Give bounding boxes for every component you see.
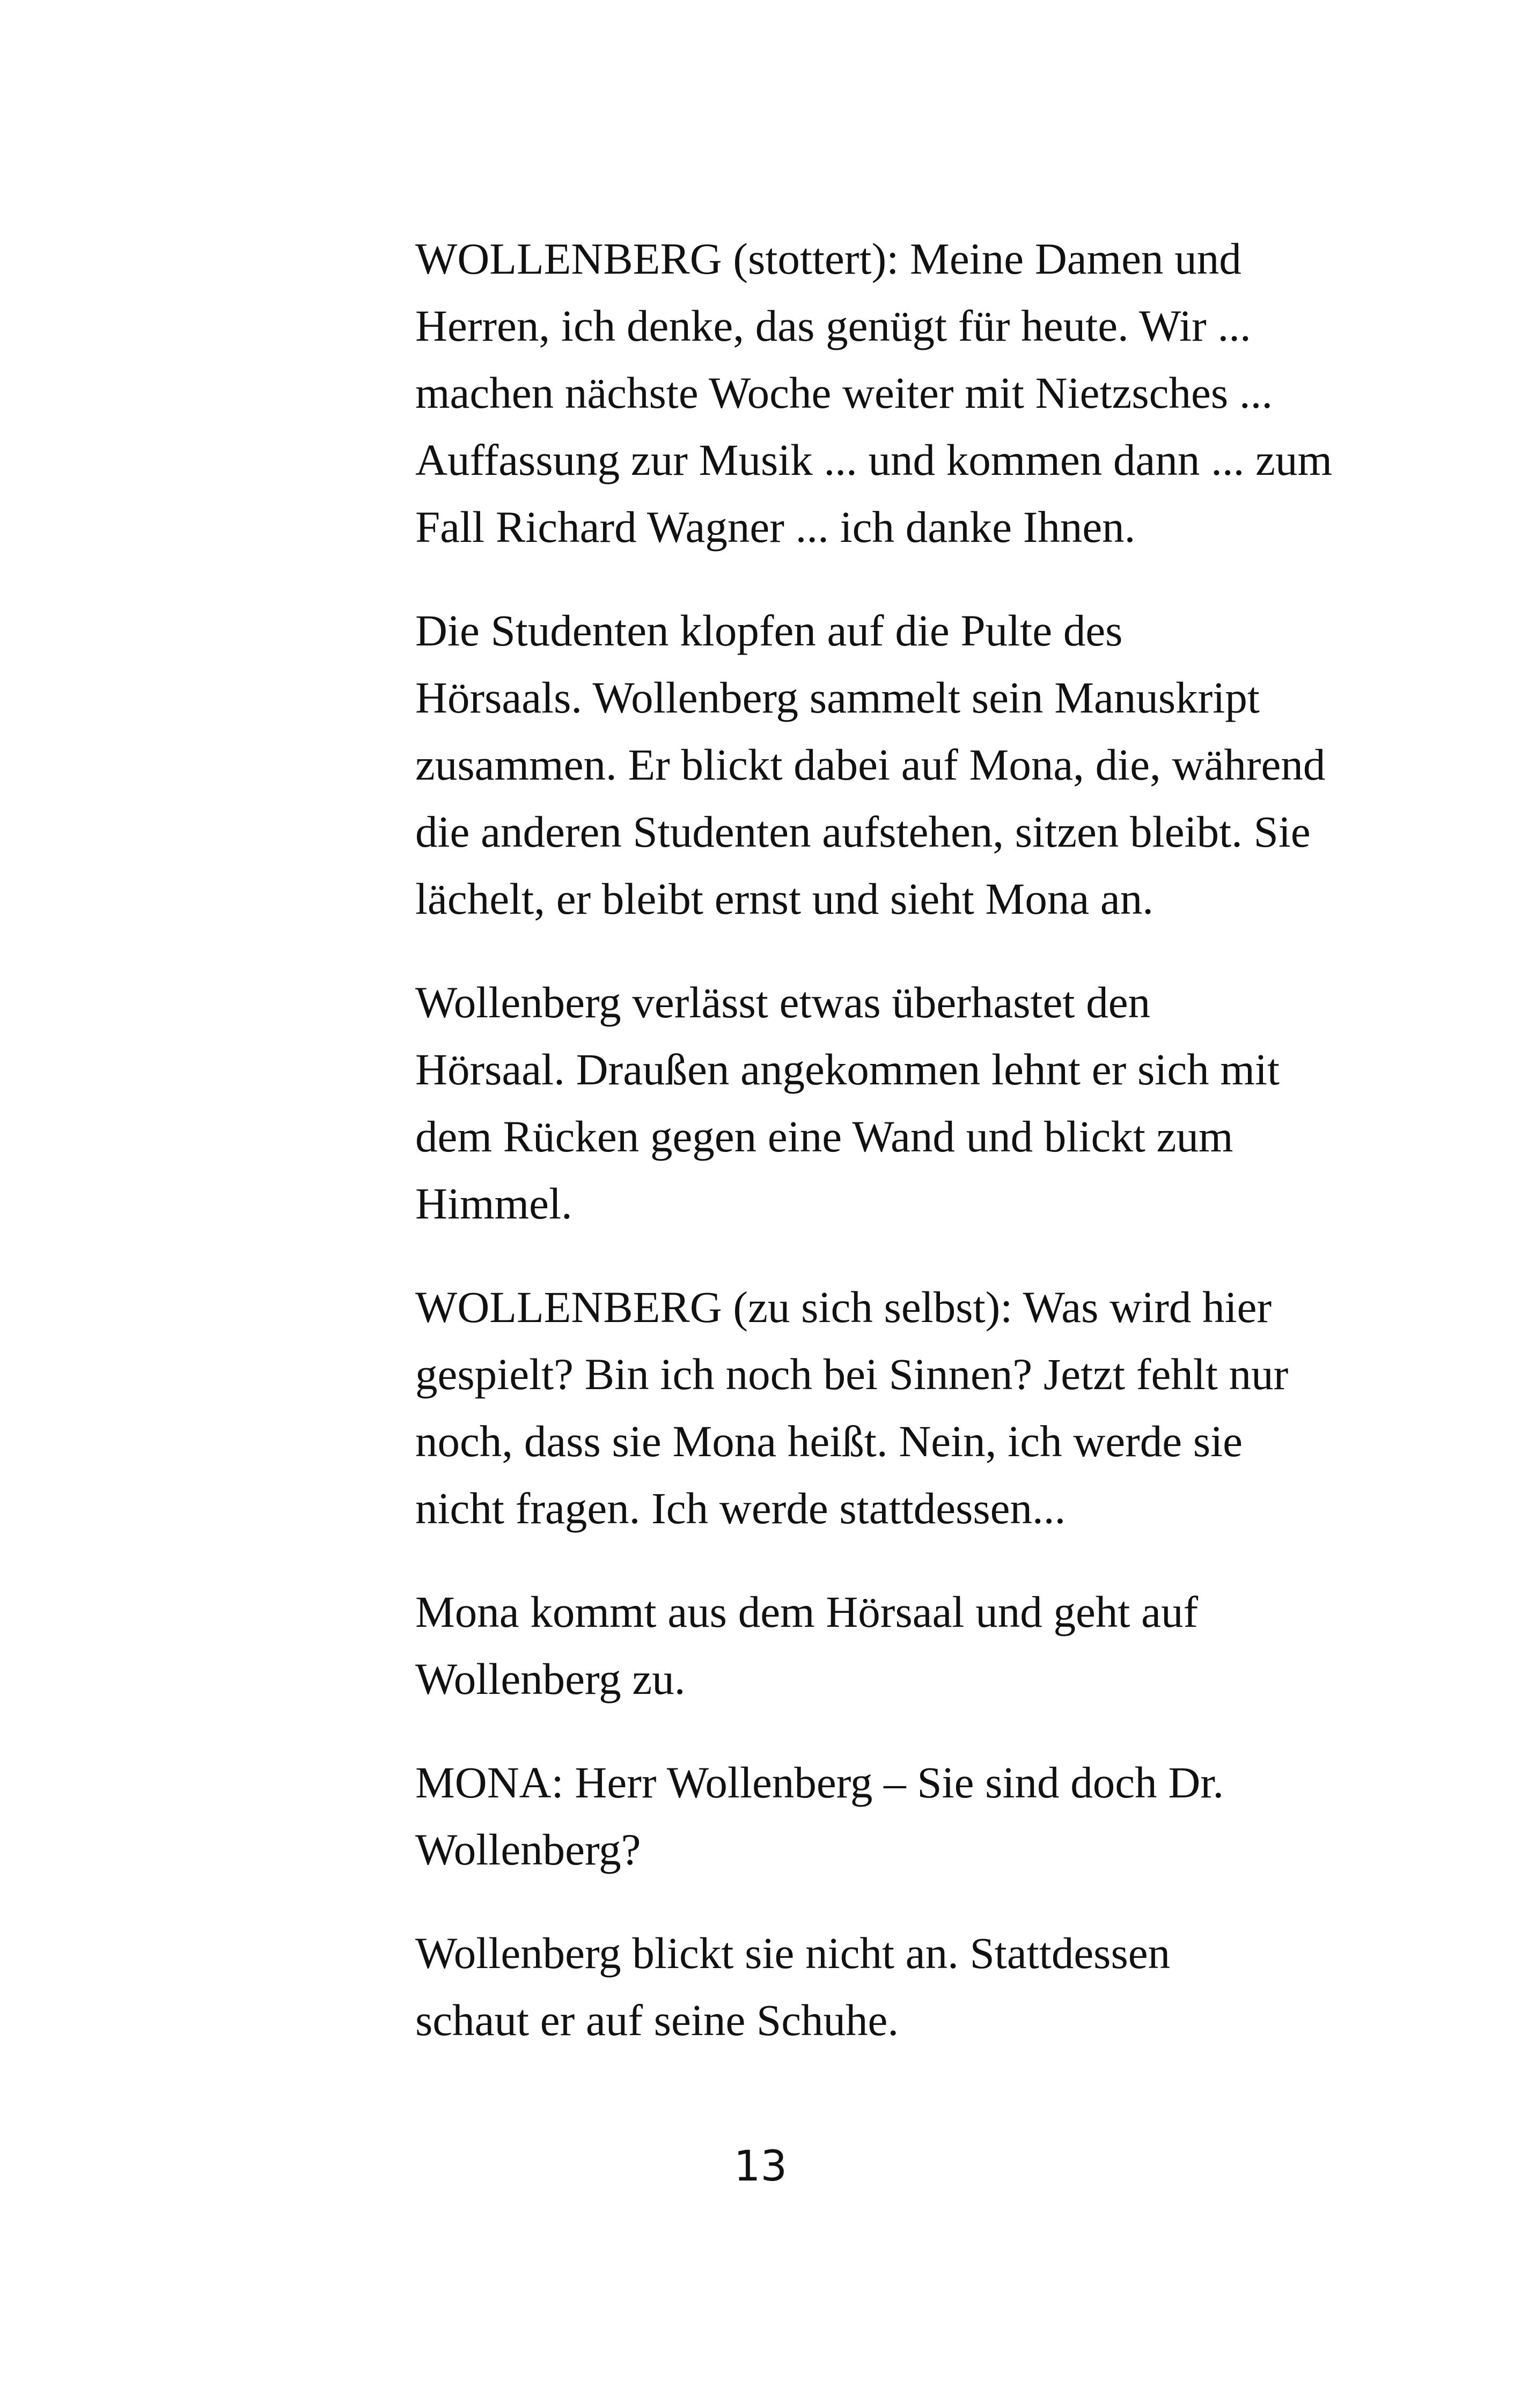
paragraph-7 (352, 1920, 1318, 2054)
text-line: schaut er auf seine Schuhe. (415, 1995, 899, 2045)
text-line: nicht fragen. Ich werde stattdessen... (415, 1484, 1066, 1533)
text-line: Wollenberg verlässt etwas überhastet den (415, 978, 1151, 1027)
text-line: WOLLENBERG (stottert): Meine Damen und (415, 234, 1241, 283)
text-line: Herren, ich denke, das genügt für heute. Wir ... (415, 301, 1251, 350)
text-line: Wollenberg blickt sie nicht an. Stattdessen (415, 1928, 1171, 1978)
body-text (352, 225, 1332, 2090)
text-line: Wollenberg? (415, 1825, 641, 1874)
paragraph-3 (352, 969, 1318, 1237)
text-line: noch, dass sie Mona heißt. Nein, ich werde sie (415, 1416, 1243, 1466)
text-line: machen nächste Woche weiter mit Nietzsches ... (415, 368, 1273, 417)
text-line: Wollenberg zu. (415, 1654, 686, 1704)
text-line: zusammen. Er blickt dabei auf Mona, die, während (415, 740, 1326, 789)
paragraph-2 (352, 597, 1326, 933)
text-line: dem Rücken gegen eine Wand und blickt zum (415, 1112, 1233, 1161)
text-line: Mona kommt aus dem Hörsaal und geht auf (415, 1587, 1199, 1636)
page-number: 13 (733, 2142, 788, 2191)
text-line: Himmel. (415, 1179, 572, 1228)
paragraph-5 (352, 1579, 1318, 1713)
text-line: Auffassung zur Musik ... und kommen dann ... zum (415, 435, 1332, 484)
text-line: Hörsaal. Draußen angekommen lehnt er sich mit (415, 1045, 1280, 1094)
text-line: Hörsaals. Wollenberg sammelt sein Manuskript (415, 673, 1260, 722)
text-line: die anderen Studenten aufstehen, sitzen bleibt. Sie (415, 807, 1311, 856)
text-line: gespielt? Bin ich noch bei Sinnen? Jetzt fehlt nur (415, 1349, 1289, 1399)
paragraph-6 (352, 1749, 1318, 1883)
text-line: Die Studenten klopfen auf die Pulte des (415, 606, 1123, 655)
text-line: Fall Richard Wagner ... ich danke Ihnen. (415, 502, 1136, 552)
text-line: WOLLENBERG (zu sich selbst): Was wird hier (415, 1282, 1272, 1332)
paragraph-1 (352, 225, 1332, 561)
text-line: lächelt, er bleibt ernst und sieht Mona an. (415, 874, 1154, 923)
text-line: MONA: Herr Wollenberg – Sie sind doch Dr. (415, 1758, 1224, 1807)
paragraph-4 (352, 1274, 1318, 1542)
